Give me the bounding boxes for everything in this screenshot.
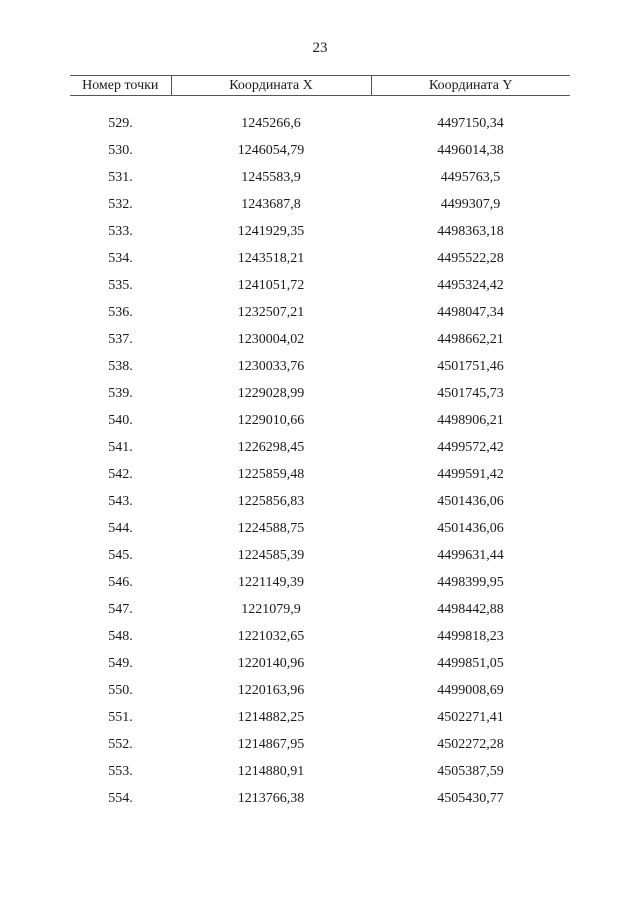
coordinate-x-cell: 1221079,9 <box>241 601 301 617</box>
point-number-cell: 540. <box>108 412 133 428</box>
coordinate-y-cell: 4502272,28 <box>437 736 504 752</box>
coordinate-x-cell: 1225859,48 <box>237 466 305 482</box>
coordinate-y-cell: 4499591,42 <box>437 466 504 482</box>
point-number-cell: 552. <box>108 736 133 752</box>
coordinate-y-cell: 4498442,88 <box>437 601 504 617</box>
table-row <box>70 407 570 434</box>
point-number-cell: 554. <box>108 790 133 806</box>
coordinate-y-cell: 4498399,95 <box>437 574 504 590</box>
point-number-cell: 530. <box>108 142 133 158</box>
coordinate-y-cell: 4499851,05 <box>437 655 504 671</box>
coordinate-y-cell: 4498662,21 <box>437 331 504 347</box>
coordinate-x-cell: 1224585,39 <box>237 547 305 563</box>
page-number: 23 <box>312 40 328 56</box>
coordinate-x-cell: 1226298,45 <box>237 439 305 455</box>
table-row <box>70 542 570 569</box>
point-number-cell: 543. <box>108 493 133 509</box>
coordinates-table <box>70 75 570 812</box>
coordinate-y-cell: 4498047,34 <box>437 304 504 320</box>
coordinate-x-cell: 1229010,66 <box>237 412 305 428</box>
point-number-cell: 542. <box>108 466 133 482</box>
point-number-cell: 533. <box>108 223 133 239</box>
table-row <box>70 272 570 299</box>
table-row <box>70 731 570 758</box>
coordinate-x-cell: 1213766,38 <box>237 790 305 806</box>
coordinate-y-cell: 4501436,06 <box>437 493 504 509</box>
point-number-cell: 547. <box>108 601 133 617</box>
point-number-cell: 537. <box>108 331 133 347</box>
point-number-cell: 549. <box>108 655 133 671</box>
coordinate-y-cell: 4495324,42 <box>437 277 504 293</box>
table-row <box>70 758 570 785</box>
header-coordinate-x: Координата X <box>171 76 371 96</box>
point-number-cell: 544. <box>108 520 133 536</box>
coordinate-y-cell: 4499631,44 <box>437 547 504 563</box>
table-row <box>70 245 570 272</box>
point-number-cell: 550. <box>108 682 133 698</box>
table-row <box>70 596 570 623</box>
coordinate-x-cell: 1243518,21 <box>237 250 305 266</box>
table-row <box>70 326 570 353</box>
point-number-cell: 548. <box>108 628 133 644</box>
table-row <box>70 164 570 191</box>
header-coordinate-y: Координата Y <box>371 76 570 96</box>
coordinate-y-cell: 4499572,42 <box>437 439 504 455</box>
coordinate-x-cell: 1241929,35 <box>237 223 305 239</box>
table-body <box>70 96 570 813</box>
coordinate-y-cell: 4498363,18 <box>437 223 504 239</box>
point-number-cell: 536. <box>108 304 133 320</box>
table-row <box>70 461 570 488</box>
coordinate-x-cell: 1230033,76 <box>237 358 305 374</box>
point-number-cell: 531. <box>108 169 133 185</box>
coordinate-y-cell: 4495522,28 <box>437 250 504 266</box>
coordinate-y-cell: 4499818,23 <box>437 628 504 644</box>
point-number-cell: 546. <box>108 574 133 590</box>
table-row <box>70 353 570 380</box>
coordinate-x-cell: 1214880,91 <box>237 763 305 779</box>
table-row <box>70 785 570 812</box>
table-row <box>70 110 570 137</box>
coordinate-x-cell: 1232507,21 <box>237 304 305 320</box>
point-number-cell: 534. <box>108 250 133 266</box>
table-row <box>70 488 570 515</box>
coordinate-x-cell: 1229028,99 <box>237 385 305 401</box>
coordinate-x-cell: 1241051,72 <box>237 277 305 293</box>
coordinate-x-cell: 1245583,9 <box>241 169 301 185</box>
coordinate-y-cell: 4501745,73 <box>437 385 504 401</box>
point-number-cell: 541. <box>108 439 133 455</box>
coordinate-y-cell: 4496014,38 <box>437 142 504 158</box>
table-row <box>70 191 570 218</box>
point-number-cell: 535. <box>108 277 133 293</box>
coordinate-y-cell: 4502271,41 <box>437 709 504 725</box>
table-row <box>70 218 570 245</box>
coordinate-x-cell: 1245266,6 <box>241 115 301 131</box>
header-row <box>70 76 570 96</box>
coordinate-y-cell: 4501436,06 <box>437 520 504 536</box>
point-number-cell: 539. <box>108 385 133 401</box>
table-row <box>70 299 570 326</box>
coordinate-x-cell: 1220140,96 <box>237 655 305 671</box>
point-number-cell: 532. <box>108 196 133 212</box>
table-row <box>70 569 570 596</box>
coordinate-x-cell: 1221032,65 <box>237 628 305 644</box>
coordinate-x-cell: 1243687,8 <box>241 196 301 212</box>
header-point-number: Номер точки <box>70 76 171 96</box>
table-row <box>70 137 570 164</box>
point-number-cell: 553. <box>108 763 133 779</box>
header-spacer <box>70 96 570 111</box>
table-row <box>70 380 570 407</box>
coordinate-y-cell: 4498906,21 <box>437 412 504 428</box>
point-number-cell: 538. <box>108 358 133 374</box>
coordinate-x-cell: 1221149,39 <box>238 574 304 590</box>
point-number-cell: 551. <box>108 709 133 725</box>
coordinate-y-cell: 4499008,69 <box>437 682 504 698</box>
coordinate-x-cell: 1214882,25 <box>237 709 305 725</box>
point-number-cell: 545. <box>108 547 133 563</box>
coordinate-y-cell: 4501751,46 <box>437 358 504 374</box>
coordinate-x-cell: 1246054,79 <box>237 142 305 158</box>
coordinate-y-cell: 4505387,59 <box>437 763 504 779</box>
table-row <box>70 623 570 650</box>
coordinate-y-cell: 4495763,5 <box>440 169 501 185</box>
coordinate-y-cell: 4499307,9 <box>440 196 501 212</box>
coordinate-x-cell: 1224588,75 <box>237 520 305 536</box>
coordinate-y-cell: 4497150,34 <box>437 115 504 131</box>
table-row <box>70 650 570 677</box>
coordinate-x-cell: 1230004,02 <box>237 331 305 347</box>
table-row <box>70 515 570 542</box>
coordinate-x-cell: 1220163,96 <box>237 682 305 698</box>
table-header <box>70 76 570 96</box>
coordinate-x-cell: 1225856,83 <box>237 493 305 509</box>
point-number-cell: 529. <box>108 115 133 131</box>
coordinate-x-cell: 1214867,95 <box>237 736 305 752</box>
table-row <box>70 677 570 704</box>
coordinate-y-cell: 4505430,77 <box>437 790 504 806</box>
table-row <box>70 434 570 461</box>
table-row <box>70 704 570 731</box>
